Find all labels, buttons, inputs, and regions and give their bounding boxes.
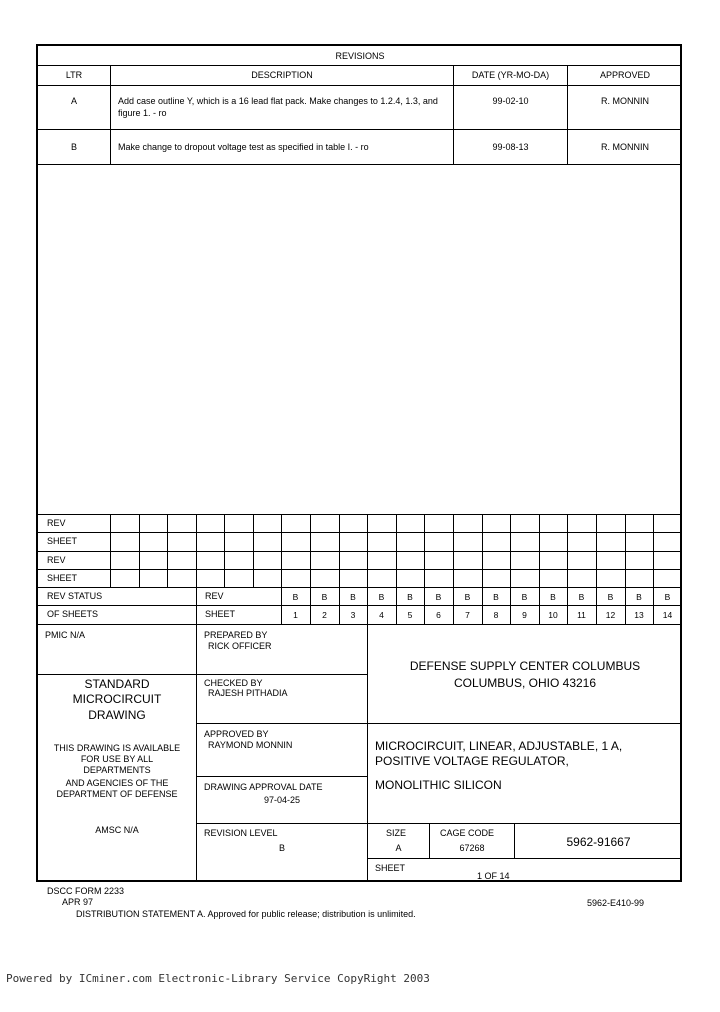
- amsc: AMSC N/A: [95, 825, 139, 835]
- col-header-ltr: LTR: [65, 70, 83, 80]
- form-date: APR 97: [62, 897, 94, 907]
- rev-row-date: 99-08-13: [492, 142, 529, 152]
- sheet-label: SHEET: [205, 609, 236, 619]
- grid-label-sheet: SHEET: [47, 536, 78, 546]
- availability-note: FOR USE BY ALL: [80, 754, 154, 764]
- microcircuit-heading: MICROCIRCUIT: [72, 692, 162, 706]
- document-code: 5962-E410-99: [587, 898, 645, 908]
- rev-status-cell: B: [292, 592, 299, 602]
- sheet-number-cell: 1: [293, 610, 298, 620]
- sheet-number-cell: 12: [605, 610, 616, 620]
- drawing-title-cont: MONOLITHIC SILICON: [375, 778, 502, 792]
- sheet-number-cell: 2: [322, 610, 327, 620]
- rev-status-cell: B: [407, 592, 413, 602]
- standard-heading: STANDARD: [84, 677, 150, 691]
- drawing-number: 5962-91667: [566, 835, 631, 849]
- sheet-number-cell: 9: [522, 610, 527, 620]
- drawing-title: MICROCIRCUIT, LINEAR, ADJUSTABLE, 1 A,: [375, 739, 623, 753]
- rev-status-cell: B: [435, 592, 442, 602]
- rev-status-label: REV STATUS: [47, 591, 103, 601]
- rev-status-cell: B: [350, 592, 356, 602]
- sheet-number-cell: 13: [634, 610, 644, 620]
- sheet-number-cell: 4: [379, 610, 384, 620]
- grid-label-rev: REV: [47, 518, 66, 528]
- approved-by-name: RAYMOND MONNIN: [208, 740, 293, 750]
- rev-row-approved: R. MONNIN: [601, 142, 649, 152]
- size-value: A: [395, 843, 402, 853]
- col-header-description: DESCRIPTION: [251, 70, 313, 80]
- rev-status-cell: B: [493, 592, 499, 602]
- grid-label-sheet: SHEET: [47, 573, 78, 583]
- availability-note: DEPARTMENTS: [83, 765, 151, 775]
- sheet-number-cell: 10: [548, 610, 558, 620]
- sheet-number-cell: 7: [465, 610, 470, 620]
- sheet-number-cell: 6: [436, 610, 441, 620]
- sheet-number-cell: 11: [577, 610, 586, 620]
- col-header-approved: APPROVED: [599, 70, 650, 80]
- cage-code: 67268: [459, 843, 485, 853]
- distribution-statement: DISTRIBUTION STATEMENT A. Approved for public release; distribution is unlimited.: [76, 909, 416, 919]
- approval-date-label: DRAWING APPROVAL DATE: [204, 782, 323, 792]
- rev-status-cell: B: [607, 592, 614, 602]
- drawing-heading: DRAWING: [88, 708, 146, 722]
- revisions-title: REVISIONS: [335, 51, 385, 61]
- rev-status-cell: B: [550, 592, 556, 602]
- approval-date: 97-04-25: [263, 795, 301, 805]
- prepared-by-name: RICK OFFICER: [208, 641, 272, 651]
- prepared-by-label: PREPARED BY: [204, 630, 268, 640]
- form-number: DSCC FORM 2233: [47, 886, 125, 896]
- sheet-number-cell: 5: [407, 610, 413, 620]
- pmic: PMIC N/A: [45, 630, 86, 640]
- rev-row-desc: Add case outline Y, which is a 16 lead flat pack. Make changes to 1.2.4, 1.3, and: [118, 96, 438, 106]
- watermark: Powered by ICminer.com Electronic-Library Service CopyRight 2003: [6, 972, 430, 985]
- agency-name: DEFENSE SUPPLY CENTER COLUMBUS: [409, 659, 641, 673]
- availability-note: THIS DRAWING IS AVAILABLE: [53, 743, 181, 753]
- rev-label: REV: [205, 591, 224, 601]
- rev-status-cell: B: [636, 592, 642, 602]
- checked-by-label: CHECKED BY: [204, 678, 263, 688]
- availability-note: DEPARTMENT OF DEFENSE: [56, 789, 178, 799]
- availability-note: AND AGENCIES OF THE: [65, 778, 169, 788]
- rev-status-cell: B: [521, 592, 528, 602]
- rev-row-approved: R. MONNIN: [601, 96, 649, 106]
- rev-row-desc-cont: figure 1. - ro: [118, 108, 167, 118]
- rev-row-desc: Make change to dropout voltage test as specified in table I. - ro: [118, 142, 369, 152]
- cage-code-label: CAGE CODE: [440, 828, 495, 838]
- sheet-label: SHEET: [375, 863, 406, 873]
- grid-label-rev: REV: [47, 555, 66, 565]
- rev-status-cell: B: [578, 592, 585, 602]
- col-header-date: DATE (YR-MO-DA): [471, 70, 550, 80]
- rev-status-cell: B: [378, 592, 385, 602]
- revision-level-label: REVISION LEVEL: [204, 828, 278, 838]
- drawing-title-cont: POSITIVE VOLTAGE REGULATOR,: [375, 754, 569, 768]
- rev-status-cell: B: [464, 592, 471, 602]
- revision-level: B: [278, 843, 285, 853]
- sheet-number-cell: 14: [662, 610, 673, 620]
- sheet-number-cell: 3: [350, 610, 356, 620]
- rev-status-cell: B: [664, 592, 671, 602]
- approved-by-label: APPROVED BY: [204, 729, 269, 739]
- rev-row-date: 99-02-10: [492, 96, 529, 106]
- rev-row-ltr: A: [70, 96, 77, 106]
- checked-by-name: RAJESH PITHADIA: [208, 688, 288, 698]
- sheet-of: 1 OF 14: [477, 871, 510, 881]
- size-label: SIZE: [386, 828, 407, 838]
- of-sheets-label: OF SHEETS: [47, 609, 99, 619]
- sheet-number-cell: 8: [493, 610, 499, 620]
- agency-location: COLUMBUS, OHIO 43216: [453, 676, 597, 690]
- rev-row-ltr: B: [70, 142, 77, 152]
- rev-status-cell: B: [321, 592, 328, 602]
